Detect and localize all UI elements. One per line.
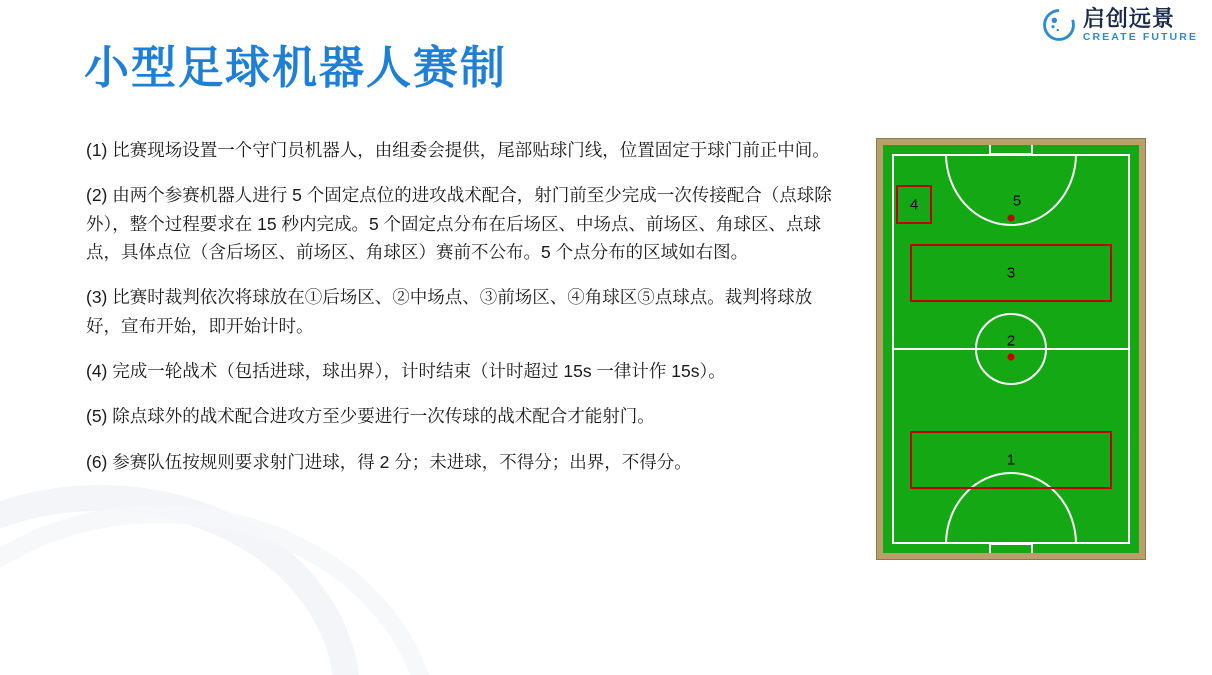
goal-bottom — [989, 543, 1033, 553]
decorative-swoosh — [0, 485, 360, 675]
logo-mark-icon — [1042, 8, 1076, 42]
goal-top — [989, 145, 1033, 155]
zone-label-3: 3 — [1006, 264, 1016, 282]
paragraph-3: (3) 比赛时裁判依次将球放在①后场区、②中场点、③前场区、④角球区⑤点球点。裁判将球放好，宣布开始，即开始计时。 — [86, 287, 813, 336]
center-spot-marker — [1008, 354, 1015, 361]
paragraph-1: (1) 比赛现场设置一个守门员机器人，由组委会提供，尾部贴球门线，位置固定于球门前正中间。 — [86, 140, 830, 160]
body-text — [86, 136, 846, 476]
zone-label-1: 1 — [1006, 451, 1016, 469]
logo-name-cn: 启创远景 — [1082, 6, 1175, 31]
brand-logo — [1042, 8, 1198, 43]
page-title: 小型足球机器人赛制 — [84, 42, 508, 93]
soccer-pitch-diagram — [876, 138, 1146, 560]
zone-label-5: 5 — [1012, 192, 1022, 210]
paragraph-4: (4) 完成一轮战术（包括进球，球出界），计时结束（计时超过 15s 一律计作 15s）。 — [86, 361, 726, 382]
penalty-spot-marker — [1008, 215, 1015, 222]
pitch-surface — [883, 145, 1139, 553]
logo-name-en: CREATE FUTURE — [1082, 31, 1198, 43]
paragraph-2: (2) 由两个参赛机器人进行 5 个固定点位的进攻战术配合，射门前至少完成一次传接配合（点球除外），整个过程要求在 15 秒内完成。5 个固定点分布在后场区、中场点、前场区、角球区、点球点，具体点位（含后场区、前场区、角球区）赛前不公布。5 个点分布的区域如右图。 — [86, 185, 832, 263]
paragraph-5: (5) 除点球外的战术配合进攻方至少要进行一次传球的战术配合才能射门。 — [86, 406, 655, 427]
paragraph-6: (6) 参赛队伍按规则要求射门进球，得 2 分；未进球，不得分；出界，不得分。 — [86, 451, 692, 472]
zone-label-2: 2 — [1006, 332, 1016, 350]
zone-label-4: 4 — [909, 196, 919, 214]
logo-text — [1083, 8, 1198, 43]
decorative-swoosh-secondary — [0, 505, 440, 675]
